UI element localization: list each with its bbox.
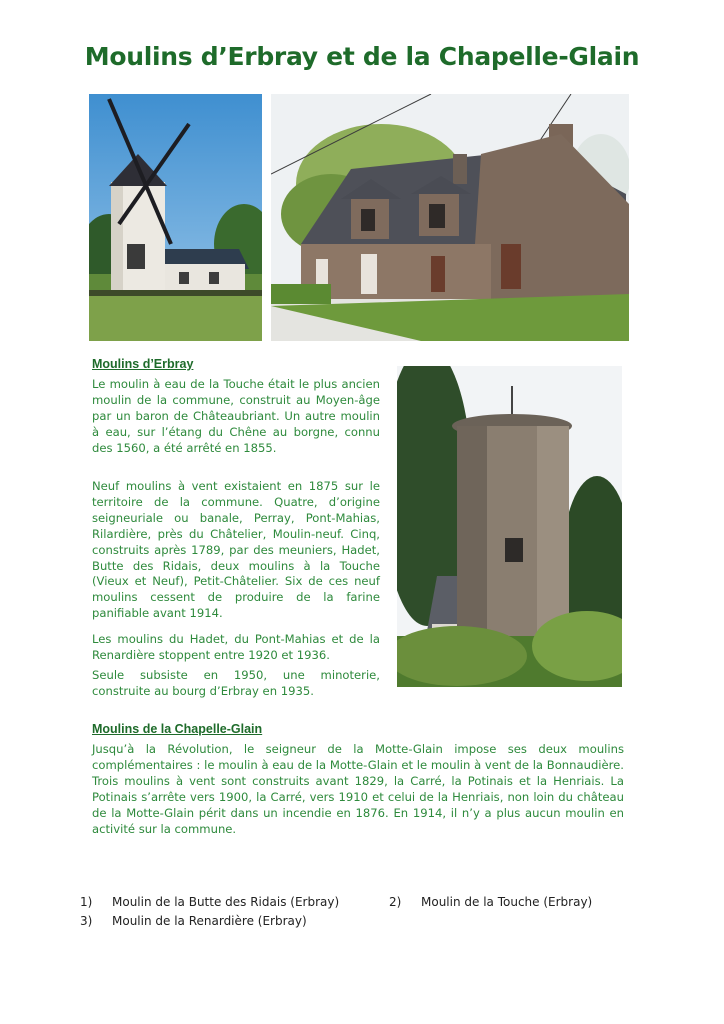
chapelle-paragraph: Jusqu’à la Révolution, le seigneur de la Motte-Glain impose ses deux moulins complémentaires : le moulin à eau de la Motte-Glain et le moulin à vent de la Bonnaudière. Trois moulins à vent sont construits avant 1829, la Carré, la Potinais et la Henriais. La Potinais s’arrête vers 1900, la Carré, vers 1910 et celui de la Henriais, non loin du château de la Motte-Glain périt dans un incendie en 1876. En 1914, il n’y a plus aucun moulin en activité sur la commune. xyxy=(92,742,624,836)
caption-text: Moulin de la Renardière (Erbray) xyxy=(112,914,307,928)
windmill-photo xyxy=(89,94,262,341)
erbray-paragraph-1: Le moulin à eau de la Touche était le plus ancien moulin de la commune, construit au Moyen-âge par un baron de Châteaubriant. Un autre moulin à eau, sur l’étang du Chêne au borgne, connu des 1560, a été arrêté en 1855. xyxy=(92,377,380,455)
stone-tower-photo xyxy=(397,366,622,687)
erbray-paragraph-3: Les moulins du Hadet, du Pont-Mahias et de la Renardière stoppent entre 1920 et 1936. xyxy=(92,632,380,662)
caption-text: Moulin de la Butte des Ridais (Erbray) xyxy=(112,895,340,909)
erbray-paragraph-4: Seule subsiste en 1950, une minoterie, construite au bourg d’Erbray en 1935. xyxy=(92,668,380,698)
mill-house-photo xyxy=(271,94,629,341)
caption-text: Moulin de la Touche (Erbray) xyxy=(421,895,593,909)
chapelle-heading: Moulins de la Chapelle-Glain xyxy=(92,722,263,736)
page-title: Moulins d’Erbray et de la Chapelle-Glain xyxy=(84,42,640,71)
caption-number: 2) xyxy=(389,895,402,909)
caption-number: 3) xyxy=(80,914,93,928)
erbray-heading: Moulins d’Erbray xyxy=(92,357,194,371)
caption-number: 1) xyxy=(80,895,93,909)
erbray-paragraph-2: Neuf moulins à vent existaient en 1875 sur le territoire de la commune. Quatre, d’origine seigneuriale ou banale, Perray, Pont-Mahias, Rilardière, près du Châtelier, Moulin-neuf. Cinq, construits après 1789, par des meuniers, Hadet, Butte des Ridais, deux moulins à la Touche (Vieux et Neuf), Petit-Châtelier. Six de ces neuf moulins cessent de produire de la farine panifiable avant 1914. xyxy=(92,479,380,621)
